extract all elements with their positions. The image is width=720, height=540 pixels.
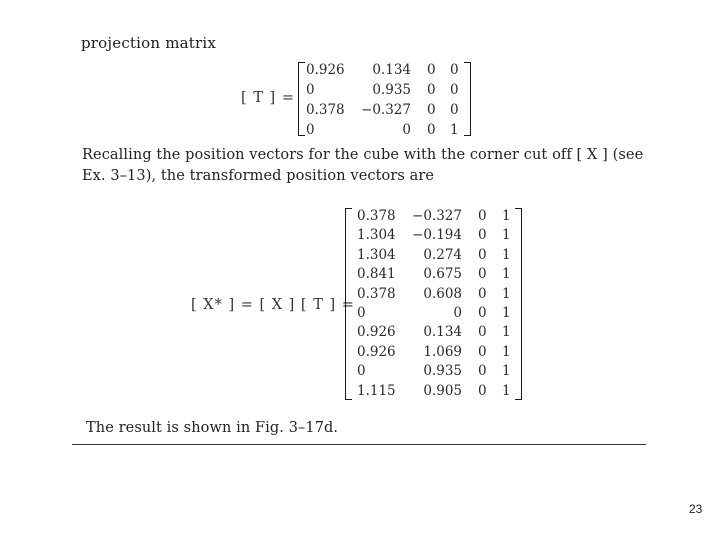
result-text: The result is shown in Fig. 3–17d. [86, 420, 339, 436]
matrix2-cell: 1 [502, 363, 511, 380]
matrix2-cell: 1.304 [357, 227, 396, 244]
matrix1-cell: 0 [402, 122, 411, 138]
matrix2-cell: 0.841 [357, 266, 396, 283]
matrix2-cell: 0.378 [357, 208, 396, 224]
matrix2-cell: 0 [357, 305, 366, 321]
matrix2-cell: 0 [453, 305, 462, 321]
horizontal-rule [72, 444, 646, 445]
matrix1-cell: 0 [427, 62, 436, 78]
matrix1-cell: 0 [306, 82, 315, 98]
matrix2-cell: 0.905 [423, 382, 462, 399]
matrix2-cell: 0 [478, 266, 487, 283]
matrix2-cell: 1.304 [357, 246, 396, 263]
matrix2-cell: 0.675 [423, 266, 462, 283]
matrix2-cell: 0 [478, 285, 487, 302]
matrix2-cell: −0.194 [412, 227, 462, 244]
matrix2-cell: 0.926 [357, 343, 396, 360]
matrix1-cell: 1 [450, 122, 459, 138]
matrix2-cell: 1.069 [423, 343, 462, 360]
matrix2-cell: 0.608 [423, 285, 462, 302]
matrix2-cell: 0.274 [423, 246, 462, 263]
equation-1-label: [ T ] = [241, 90, 295, 106]
matrix1-cell: 0 [427, 102, 436, 118]
matrix2-cell: 0 [478, 246, 487, 263]
matrix1-cell: 0.935 [372, 82, 411, 98]
matrix2-cell: 0 [478, 382, 487, 399]
matrix2-cell: 0 [478, 208, 487, 224]
matrix2-cell: 1 [502, 324, 511, 341]
matrix1-cell: 0 [427, 82, 436, 98]
matrix2-cell: 0.134 [423, 324, 462, 341]
equation-2-label: [ X* ] = [ X ] [ T ] = [191, 297, 355, 313]
matrix1-cell: 0 [450, 62, 459, 78]
page-number: 23 [689, 502, 703, 516]
heading-text: projection matrix [81, 34, 217, 52]
matrix-1-right-bracket [464, 62, 471, 136]
matrix2-cell: 1 [502, 285, 511, 302]
matrix-1-left-bracket [298, 62, 305, 136]
matrix1-cell: 0 [450, 82, 459, 98]
matrix1-cell: 0 [450, 102, 459, 118]
matrix2-cell: 1 [502, 343, 511, 360]
matrix1-cell: 0 [427, 122, 436, 138]
matrix2-cell: 0.926 [357, 324, 396, 341]
paragraph-line-1: Recalling the position vectors for the cube with the corner cut off [ X ] (see [82, 147, 644, 163]
matrix2-cell: 0.378 [357, 285, 396, 302]
matrix2-cell: 1 [502, 305, 511, 321]
matrix2-cell: 0 [357, 363, 366, 380]
matrix1-cell: 0.134 [372, 62, 411, 78]
matrix2-cell: 0 [478, 363, 487, 380]
matrix-2-left-bracket [345, 208, 352, 400]
matrix2-cell: 0 [478, 305, 487, 321]
matrix2-cell: 0 [478, 324, 487, 341]
matrix2-cell: −0.327 [412, 208, 462, 224]
paragraph-line-2: Ex. 3–13), the transformed position vectors are [82, 168, 435, 184]
matrix2-cell: 0 [478, 343, 487, 360]
matrix2-cell: 1 [502, 266, 511, 283]
matrix2-cell: 0.935 [423, 363, 462, 380]
matrix2-cell: 1 [502, 246, 511, 263]
matrix1-cell: 0.378 [306, 102, 345, 118]
matrix2-cell: 0 [478, 227, 487, 244]
matrix1-cell: −0.327 [361, 102, 411, 118]
matrix2-cell: 1 [502, 382, 511, 399]
matrix1-cell: 0.926 [306, 62, 345, 78]
matrix-2-right-bracket [515, 208, 522, 400]
matrix2-cell: 1 [502, 208, 511, 224]
matrix1-cell: 0 [306, 122, 315, 138]
matrix2-cell: 1 [502, 227, 511, 244]
matrix2-cell: 1.115 [357, 382, 396, 399]
